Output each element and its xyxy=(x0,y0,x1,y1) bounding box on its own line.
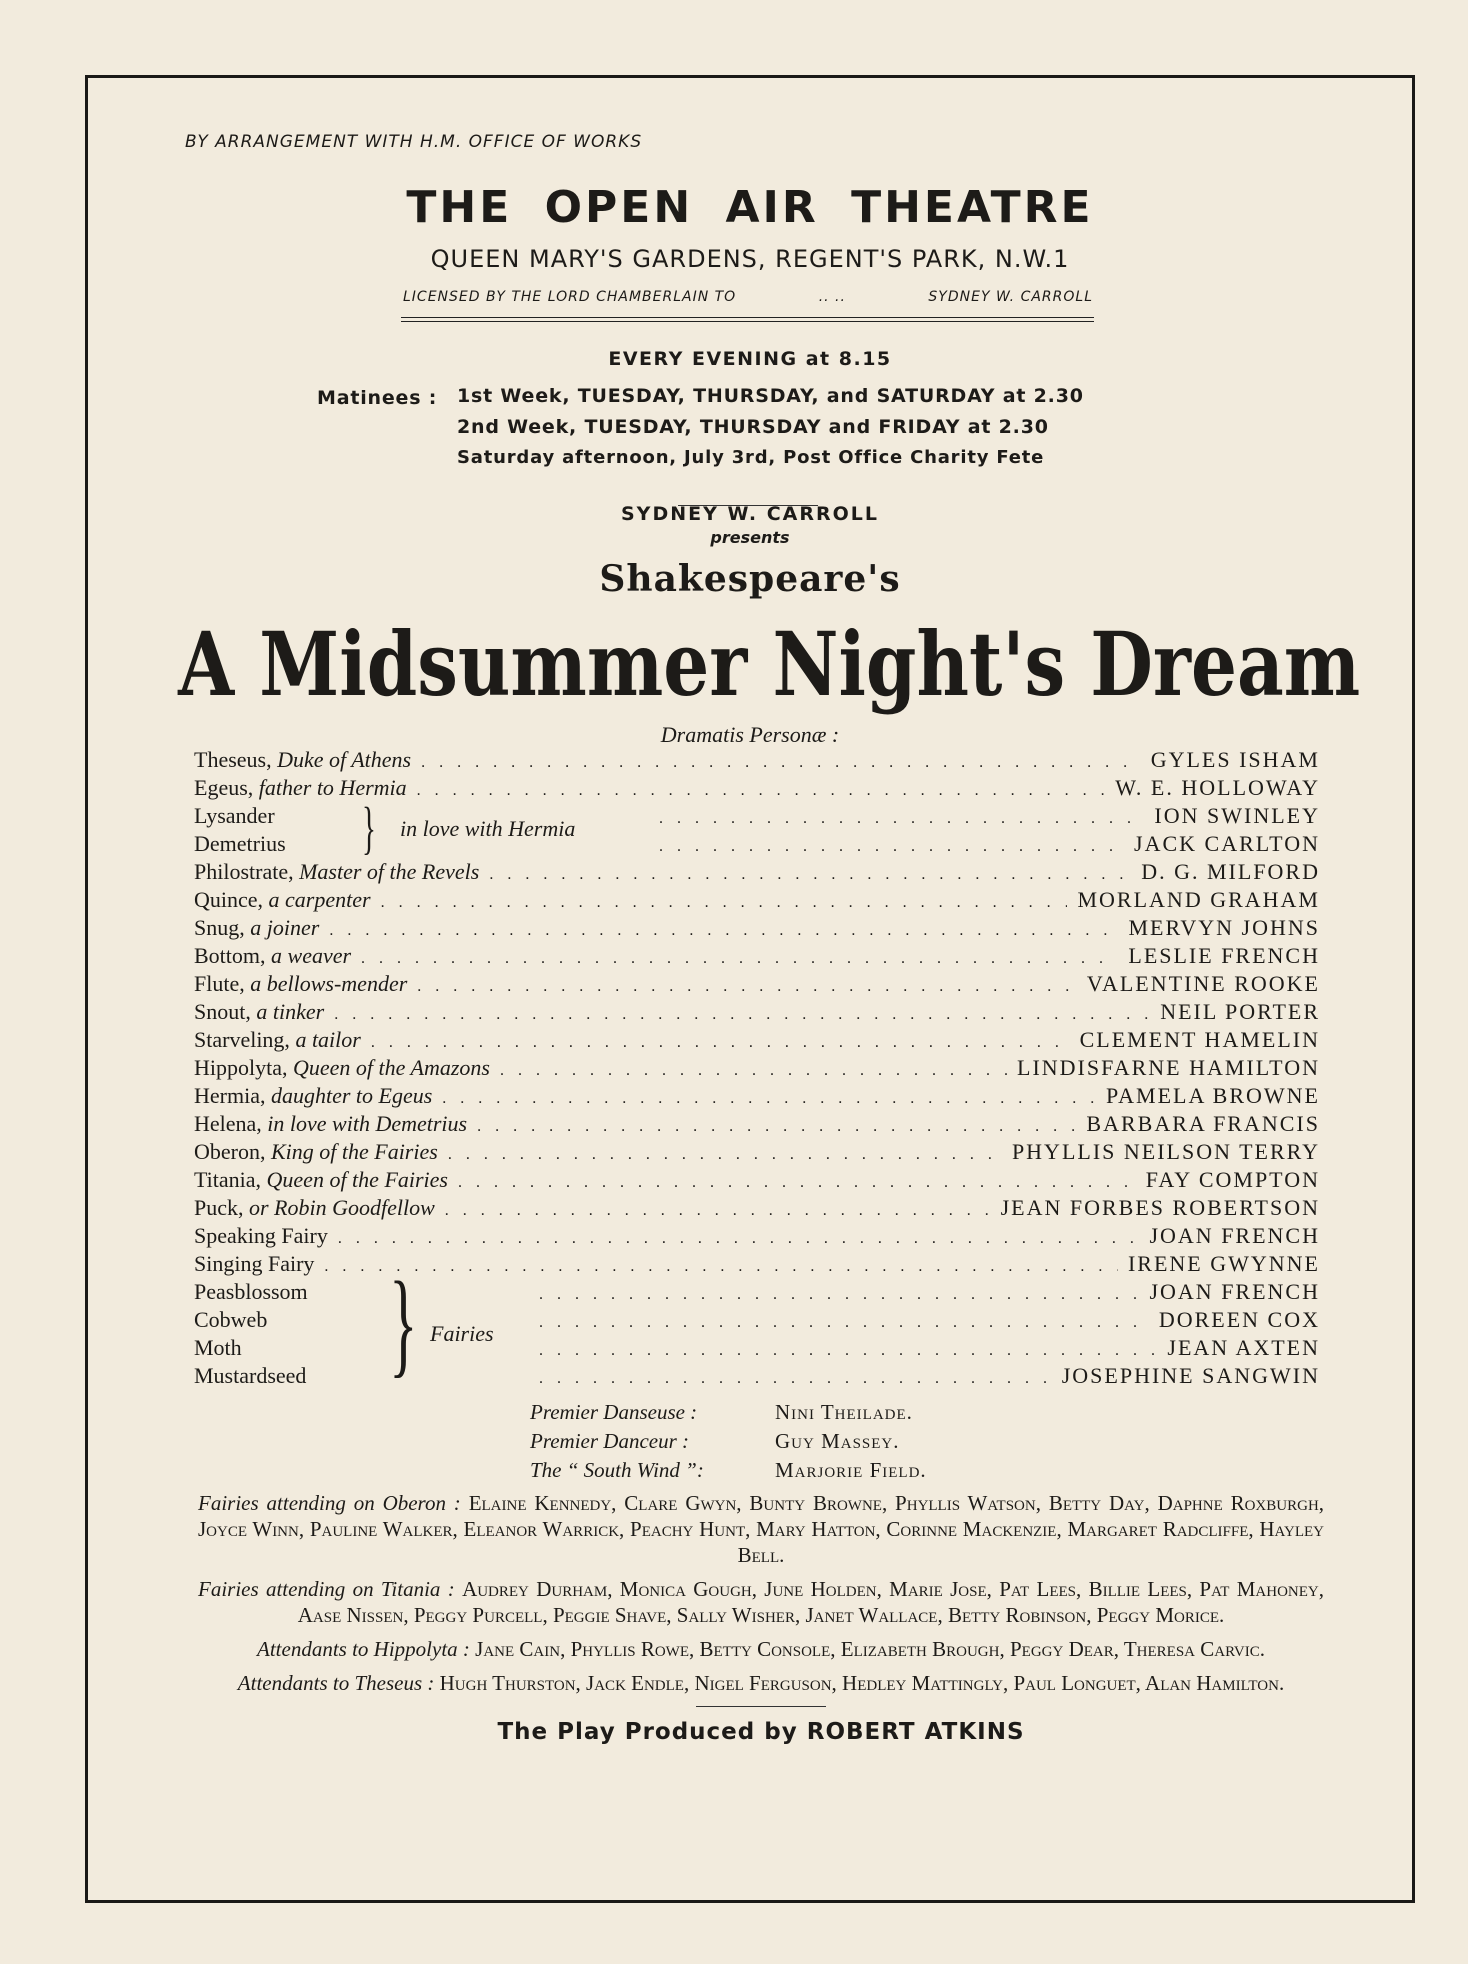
role-name: Puck, xyxy=(194,1195,244,1220)
role-description: a weaver xyxy=(271,943,352,968)
cast-role xyxy=(194,747,411,773)
actor-name: GYLES ISHAM xyxy=(1150,747,1320,772)
matinee-line: 1st Week, TUESDAY, THURSDAY, and SATURDAY at 2.30 xyxy=(457,385,1084,407)
role-description: a joiner xyxy=(250,915,320,940)
attendants-label: Fairies attending on Oberon : xyxy=(198,1491,461,1515)
dot-leader xyxy=(477,1118,1076,1136)
dancer-row xyxy=(530,1458,927,1483)
cast-row xyxy=(194,971,1320,999)
actor-name: LINDISFARNE HAMILTON xyxy=(1017,1055,1320,1080)
attendants-names: Audrey Durham, Monica Gough, June Holden, Marie Jose, Pat Lees, Billie Lees, Pat Mahoney, Aase Nissen, Peggy Purcell, Peggie Shave, Sally Wisher, Janet Wallace, Betty Robinson, Peggy Morice. xyxy=(297,1577,1324,1627)
cast-role xyxy=(194,1139,438,1165)
author-title: Shakespeare's xyxy=(599,558,901,600)
dot-leader xyxy=(329,922,1118,940)
cast-role xyxy=(194,859,479,885)
brace-icon: } xyxy=(389,1257,418,1388)
actor-name: JEAN AXTEN xyxy=(1167,1335,1320,1360)
actor-name: LESLIE FRENCH xyxy=(1128,943,1320,968)
attendants-label: Fairies attending on Titania : xyxy=(198,1577,455,1601)
role-description: daughter to Egeus xyxy=(270,1083,433,1108)
producer-credit xyxy=(198,1719,1324,1745)
actor-name: CLEMENT HAMELIN xyxy=(1079,1027,1320,1052)
arrangement-note: BY ARRANGEMENT WITH H.M. OFFICE OF WORKS xyxy=(185,132,643,152)
attendants-names: Jane Cain, Phyllis Rowe, Betty Console, Elizabeth Brough, Peggy Dear, Theresa Carvic. xyxy=(475,1637,1265,1661)
cast-role xyxy=(194,971,407,997)
role-description: a tailor xyxy=(295,1027,361,1052)
cast-row xyxy=(194,1055,1320,1083)
actor-name: JEAN FORBES ROBERTSON xyxy=(1000,1195,1320,1220)
actor-name: MERVYN JOHNS xyxy=(1128,915,1320,940)
theatre-address: QUEEN MARY'S GARDENS, REGENT'S PARK, N.W.1 xyxy=(430,245,1070,273)
cast-role xyxy=(194,915,319,941)
actor-name: IRENE GWYNNE xyxy=(1127,1251,1320,1276)
role-name: Quince, xyxy=(194,887,264,912)
dramatis-personae-heading: Dramatis Personæ : xyxy=(660,722,840,747)
role-name: Egeus, xyxy=(194,775,254,800)
license-line xyxy=(403,289,1093,305)
role-description: Queen of the Amazons xyxy=(293,1055,490,1080)
role-description: Duke of Athens xyxy=(277,747,412,772)
actor-name: JOAN FRENCH xyxy=(1149,1279,1320,1304)
brace-icon: } xyxy=(361,795,376,860)
cast-row xyxy=(194,1083,1320,1111)
dot-leader xyxy=(442,1090,1096,1108)
dot-leader xyxy=(421,754,1141,772)
dancer-row xyxy=(530,1400,913,1425)
dot-leader xyxy=(417,978,1077,996)
dancer-label: The “ South Wind ”: xyxy=(530,1458,704,1482)
dot-leader xyxy=(445,1202,991,1220)
dot-leader xyxy=(361,950,1118,968)
divider xyxy=(696,1706,826,1707)
cast-row xyxy=(194,1167,1320,1195)
dot-leader xyxy=(500,1062,1007,1080)
dot-leader xyxy=(659,838,1124,856)
cast-row xyxy=(194,1027,1320,1055)
matinee-line: 2nd Week, TUESDAY, THURSDAY and FRIDAY at 2.30 xyxy=(457,416,1049,438)
cast-row xyxy=(194,915,1320,943)
role-description: Queen of the Fairies xyxy=(266,1167,448,1192)
role-name: Peasblossom xyxy=(194,1279,308,1304)
evening-times: EVERY EVENING at 8.15 xyxy=(608,348,892,370)
dancer-name: Marjorie Field. xyxy=(775,1458,927,1482)
cast-role xyxy=(194,1111,467,1137)
cast-role xyxy=(194,1083,432,1109)
presenter: SYDNEY W. CARROLL xyxy=(621,503,879,525)
cast-row xyxy=(194,1307,1320,1335)
actor-name: JOAN FRENCH xyxy=(1149,1223,1320,1248)
role-name: Speaking Fairy xyxy=(194,1223,328,1248)
presents: presents xyxy=(710,528,790,547)
role-description: or Robin Goodfellow xyxy=(249,1195,435,1220)
role-description: Master of the Revels xyxy=(299,859,480,884)
role-name: Mustardseed xyxy=(194,1363,307,1388)
cast-role xyxy=(194,943,351,969)
dot-leader xyxy=(539,1342,1157,1360)
actor-name: JOSEPHINE SANGWIN xyxy=(1061,1363,1320,1388)
play-title: A Midsummer Night's Dream xyxy=(178,612,1361,716)
cast-row xyxy=(194,887,1320,915)
license-text: LICENSED BY THE LORD CHAMBERLAIN TO xyxy=(403,289,737,305)
dot-leader xyxy=(539,1286,1139,1304)
cast-role xyxy=(194,887,371,913)
actor-name: DOREEN COX xyxy=(1158,1307,1320,1332)
actor-name: MORLAND GRAHAM xyxy=(1077,887,1320,912)
role-name: Flute, xyxy=(194,971,245,996)
theatre-title: THE OPEN AIR THEATRE xyxy=(406,182,1094,233)
role-name: Snout, xyxy=(194,999,251,1024)
role-name: Demetrius xyxy=(194,831,286,856)
cast-row xyxy=(194,943,1320,971)
actor-name: PAMELA BROWNE xyxy=(1105,1083,1320,1108)
role-description: a tinker xyxy=(256,999,325,1024)
cast-row xyxy=(194,1139,1320,1167)
cast-role xyxy=(194,1279,529,1305)
cast-row xyxy=(194,1195,1320,1223)
attendants-label: Attendants to Hippolyta : xyxy=(257,1637,470,1661)
dot-leader xyxy=(448,1146,1002,1164)
role-description: in love with Demetrius xyxy=(267,1111,468,1136)
attendants-names: Elaine Kennedy, Clare Gwyn, Bunty Browne, Phyllis Watson, Betty Day, Daphne Roxburgh, Joyce Winn, Pauline Walker, Eleanor Warrick, Peachy Hunt, Mary Hatton, Corinne Mackenzie, Margaret Radcliffe, Hayley Bell. xyxy=(198,1491,1325,1567)
dot-leader xyxy=(324,1258,1118,1276)
attendants-label: Attendants to Theseus : xyxy=(237,1671,435,1695)
cast-row xyxy=(194,1111,1320,1139)
fairies-group-label: Fairies xyxy=(430,1321,494,1346)
cast-role xyxy=(194,1167,448,1193)
actor-name: D. G. MILFORD xyxy=(1141,859,1320,884)
role-name: Theseus, xyxy=(194,747,272,772)
dancer-label: Premier Danceur : xyxy=(530,1429,690,1453)
role-name: Moth xyxy=(194,1335,242,1360)
actor-name: NEIL PORTER xyxy=(1160,999,1320,1024)
dot-leader xyxy=(334,1006,1150,1024)
attendants-titania xyxy=(198,1576,1324,1628)
cast-row xyxy=(194,1335,1320,1363)
cast-row xyxy=(194,1251,1320,1279)
dot-leader xyxy=(371,1034,1070,1052)
dot-leader xyxy=(338,1230,1140,1248)
dot-leader xyxy=(417,782,1106,800)
role-name: Cobweb xyxy=(194,1307,268,1332)
attendants-oberon xyxy=(198,1490,1324,1568)
actor-name: W. E. HOLLOWAY xyxy=(1115,775,1320,800)
dancer-row xyxy=(530,1429,900,1454)
role-description: King of the Fairies xyxy=(270,1139,438,1164)
role-description: a bellows-mender xyxy=(250,971,408,996)
dancer-name: Guy Massey. xyxy=(775,1429,900,1453)
role-name: Titania, xyxy=(194,1167,262,1192)
role-name: Hermia, xyxy=(194,1083,266,1108)
role-name: Oberon, xyxy=(194,1139,266,1164)
producer-name: ROBERT ATKINS xyxy=(806,1719,1025,1745)
dot-leader xyxy=(539,1370,1052,1388)
dot-leader xyxy=(489,866,1131,884)
actor-name: FAY COMPTON xyxy=(1145,1167,1320,1192)
cast-row xyxy=(194,859,1320,887)
dot-leader xyxy=(381,894,1068,912)
role-name: Philostrate, xyxy=(194,859,294,884)
dancer-name: Nini Theilade. xyxy=(775,1400,913,1424)
role-name: Bottom, xyxy=(194,943,266,968)
role-name: Helena, xyxy=(194,1111,262,1136)
cast-role xyxy=(194,1195,435,1221)
license-dots: .. .. xyxy=(818,289,846,305)
producer-prefix: The Play Produced by xyxy=(497,1719,798,1745)
cast-role xyxy=(194,1363,529,1389)
actor-name: JACK CARLTON xyxy=(1134,831,1320,856)
cast-role xyxy=(194,999,324,1025)
role-name: Hippolyta, xyxy=(194,1055,288,1080)
licensee: SYDNEY W. CARROLL xyxy=(928,289,1093,305)
matinees-label: Matinees : xyxy=(317,387,438,409)
actor-name: BARBARA FRANCIS xyxy=(1086,1111,1320,1136)
cast-role xyxy=(194,1223,328,1249)
attendants-section xyxy=(198,1490,1324,1745)
attendants-names: Hugh Thurston, Jack Endle, Nigel Ferguson, Hedley Mattingly, Paul Longuet, Alan Hamilton. xyxy=(439,1671,1285,1695)
cast-role xyxy=(194,1027,361,1053)
role-name: Starveling, xyxy=(194,1027,290,1052)
cast-row xyxy=(194,1279,1320,1307)
actor-name: ION SWINLEY xyxy=(1154,803,1320,828)
role-name: Snug, xyxy=(194,915,245,940)
dot-leader xyxy=(458,1174,1136,1192)
actor-name: VALENTINE ROOKE xyxy=(1086,971,1320,996)
role-name: Lysander xyxy=(194,803,275,828)
cast-row xyxy=(194,999,1320,1027)
attendants-theseus xyxy=(198,1670,1324,1696)
cast-row xyxy=(194,1363,1320,1391)
double-rule xyxy=(401,317,1094,322)
attendants-hippolyta xyxy=(198,1636,1324,1662)
dancer-label: Premier Danseuse : xyxy=(530,1400,698,1424)
cast-row xyxy=(194,747,1320,775)
dot-leader xyxy=(539,1314,1149,1332)
matinee-line: Saturday afternoon, July 3rd, Post Office Charity Fete xyxy=(457,447,1045,468)
dot-leader xyxy=(659,810,1144,828)
cast-role xyxy=(194,1055,490,1081)
actor-name: PHYLLIS NEILSON TERRY xyxy=(1011,1139,1320,1164)
cast-row xyxy=(194,1223,1320,1251)
role-description: a carpenter xyxy=(268,887,371,912)
role-name: Singing Fairy xyxy=(194,1251,315,1276)
role-description: father to Hermia xyxy=(258,775,407,800)
lovers-group-label: in love with Hermia xyxy=(400,816,576,841)
cast-role xyxy=(194,1251,314,1277)
